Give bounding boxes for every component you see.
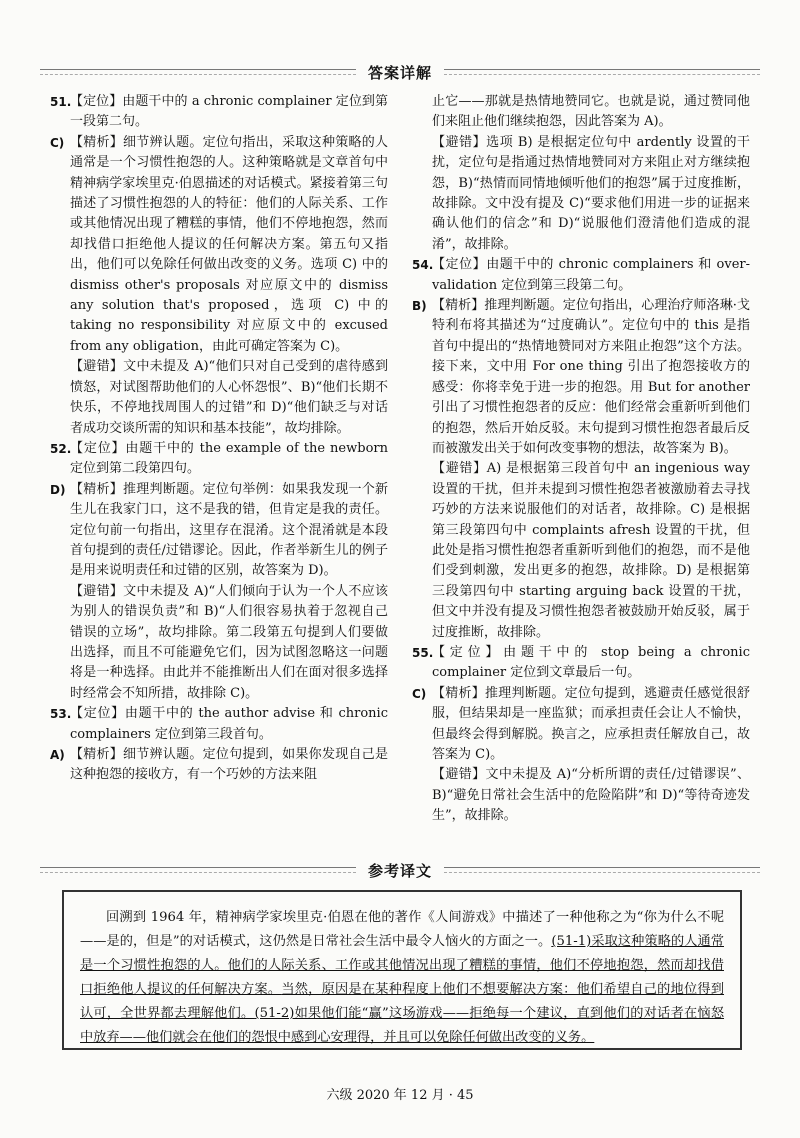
reference-header-bar (40, 860, 760, 880)
answer-paragraph (50, 480, 388, 582)
answer-text: 【避错】A) 是根据第三段首句中 an ingenious way 设置的干扰，但并未提到习惯性抱怨者被激励着去寻找巧妙的方法来说服他们的对话者，故排除。C) 是根据第三段第四句中 complaints afresh 设置的干扰，但此处是指习惯性抱怨者重新听到他们的抱怨，而不是他们受到刺激，发出更多的抱怨，故排除。D) 是根据第三段第四句中 starting arguing back 设置的干扰，但文中并没有提及习惯性抱怨者被鼓励开始反驳，属于过度推断，故排除。 (432, 461, 750, 640)
answer-text: 【避错】文中未提及 A)“分析所谓的责任/过错谬误”、B)“避免日常社会生活中的危险陷阱”和 D)“等待奇迹发生”，故排除。 (432, 767, 750, 824)
header-bar (40, 62, 760, 82)
answer-mark (412, 92, 432, 133)
answer-paragraph (50, 439, 388, 480)
answer-paragraph (50, 92, 388, 133)
answer-mark: C) (50, 135, 65, 150)
header-rule-left (40, 69, 356, 75)
answer-mark: C) (412, 686, 427, 701)
answer-paragraph (50, 133, 388, 357)
answer-text: 【避错】选项 B) 是根据定位句中 ardently 设置的干扰，定位句是指通过热情地赞同对方来阻止对方继续抱怨，B)“热情而同情地倾听他们的抱怨”属于过度推断，故排除。文中没有提及 C)“要求他们用进一步的证据来确认他们的信念”和 D)“说服他们澄清他们造成的混淆”，故排除。 (432, 134, 750, 252)
answer-text: 【定位】由题干中的 a chronic complainer 定位到第一段第二句。 (70, 94, 388, 130)
answer-mark (50, 357, 70, 439)
answer-text: 【避错】文中未提及 A)“人们倾向于认为一个人不应该为别人的错误负责”和 B)“人们很容易执着于忽视自己错误的立场”，故均排除。第二段第五句提到人们要做出选择，而且不可能避免它们，因为试图忽略这一问题将是一种选择。由此并不能推断出人们在面对很多选择时经常会不知所措，故排除 C)。 (70, 583, 388, 701)
translation-box (62, 890, 742, 1050)
translation-underlined: (51-1)采取这种策略的人通常是一个习惯性抱怨的人。他们的人际关系、工作或其他情况出现了糟糕的事情，他们不停地抱怨，然而却找借口拒绝他人提议的任何解决方案。 (80, 934, 724, 997)
answer-text: 【避错】文中未提及 A)“他们只对自己受到的虐待感到愤怒，对试图帮助他们的人心怀怨恨”、B)“他们长期不快乐，不停地找周围人的过错”和 D)“他们缺乏与对话者成功交谈所需的知识和基本技能”，故均排除。 (70, 359, 388, 436)
header-rule-right (444, 867, 760, 873)
answer-text: 【定位】由题干中的 the example of the newborn 定位到第二段第四句。 (70, 440, 388, 477)
question-mark: 52. (50, 441, 72, 456)
answer-mark (412, 765, 432, 826)
answer-paragraph (412, 133, 750, 255)
answer-text: 【精析】推理判断题。定位句指出，心理治疗师洛琳·戈特利布将其描述为“过度确认”。定位句中的 this 是指首句中提出的“热情地赞同对方来阻止抱怨”这个方法。接下来，文中用 For one thing 引出了抱怨接收方的感受：你将幸免于进一步的抱怨。用 But for another 引出了习惯性抱怨者的反应：他们经常会重新听到他们的抱怨，然后开始反驳。末句提到习惯性抱怨者最后反而被激发出关于如何改变事物的想法，故答案为 B)。 (432, 298, 750, 456)
answer-text: 【精析】推理判断题。定位句举例：如果我发现一个新生儿在我家门口，这不是我的错，但肯定是我的责任。定位句前一句指出，这里存在混淆。这个混淆就是本段首句提到的责任/过错谬论。因此，作者举新生儿的例子是用来说明责任和过错的区别，故答案为 D)。 (70, 481, 388, 579)
answer-text: 【定位】由题干中的 stop being a chronic complainer 定位到文章最后一句。 (432, 644, 750, 681)
answer-paragraph (50, 357, 388, 439)
answer-paragraph (50, 582, 388, 704)
page-footer: 六级 2020 年 12 月 · 45 (326, 1088, 474, 1103)
question-mark: 51. (50, 95, 72, 109)
right-column (412, 92, 750, 827)
answer-paragraph (412, 765, 750, 826)
answer-text: 【精析】细节辨认题。定位句指出，采取这种策略的人通常是一个习惯性抱怨的人。这种策略就是文章首句中精神病学家埃里克·伯恩描述的对话模式。紧接着第三句描述了习惯性抱怨的人的特征：他们的人际关系、工作或其他情况出现了糟糕的事情，他们不停地抱怨，然而却找借口拒绝他人提议的任何解决方案。第五句又指出，他们可以免除任何做出改变的义务。选项 C) 中的 dismiss other's proposals 对应原文中的 dismiss any solution that's proposed，选项 C) 中的 taking no responsibility 对应原文中的 excused from any obligation，由此可确定答案为 C)。 (70, 134, 388, 354)
answer-paragraph (412, 92, 750, 133)
answer-paragraph (50, 704, 388, 745)
answer-mark: B) (412, 299, 427, 314)
answer-mark (412, 133, 432, 255)
answer-mark: D) (50, 482, 66, 497)
translation-underlined: 当然，原因是在某种程度上他们不想要解决方案：他们希望自己的地位得到认可，全世界都去理解他们。 (80, 982, 725, 1021)
question-mark: 54. (412, 258, 434, 273)
header-rule-right (444, 69, 760, 75)
answer-paragraph (412, 459, 750, 643)
answer-paragraph (412, 296, 750, 459)
translation-underlined: (51-2)如果他们能“赢”这场游戏——拒绝每一个建议，直到他们的对话者在恼怒中放弃——他们就会在他们的怨恨中感到心安理得，并且可以免除任何做出改变的义务。 (80, 1006, 725, 1045)
answer-text: 【精析】细节辨认题。定位句提到，如果你发现自己是这种抱怨的接收方，有一个巧妙的方法来阻 (70, 747, 388, 783)
question-mark: 55. (412, 645, 434, 660)
answer-paragraph (412, 684, 750, 766)
answer-text: 止它——那就是热情地赞同它。也就是说，通过赞同他们来阻止他们继续抱怨，因此答案为 A)。 (432, 94, 750, 130)
answer-text: 【精析】推理判断题。定位句提到，逃避责任感觉很舒服，但结果却是一座监狱；而承担责任会让人不愉快，但最终会得到解脱。换言之，应承担责任解放自己，故答案为 C)。 (432, 685, 750, 762)
section-title: 答案详解 (368, 63, 433, 82)
left-column (50, 92, 388, 786)
answer-text: 【定位】由题干中的 the author advise 和 chronic complainers 定位到第三段首句。 (70, 706, 388, 742)
answer-paragraph (50, 745, 388, 786)
answer-text: 【定位】由题干中的 chronic complainers 和 over-validation 定位到第三段第二句。 (432, 257, 750, 293)
answer-mark (50, 582, 70, 704)
header-rule-left (40, 867, 356, 873)
answer-paragraph (412, 255, 750, 296)
answer-paragraph (412, 643, 750, 684)
answer-mark: A) (50, 748, 65, 762)
answer-mark (412, 459, 432, 643)
question-mark: 53. (50, 707, 72, 722)
translation-sentence: 回溯到 1964 年，精神病学家埃里克·伯恩在他的著作《人间游戏》中描述了一种他称之为“你为什么不呢——是的，但是”的对话模式，这仍然是日常社会生活中最令人恼火的方面之一。 (80, 910, 724, 949)
reference-title: 参考译文 (368, 861, 433, 880)
